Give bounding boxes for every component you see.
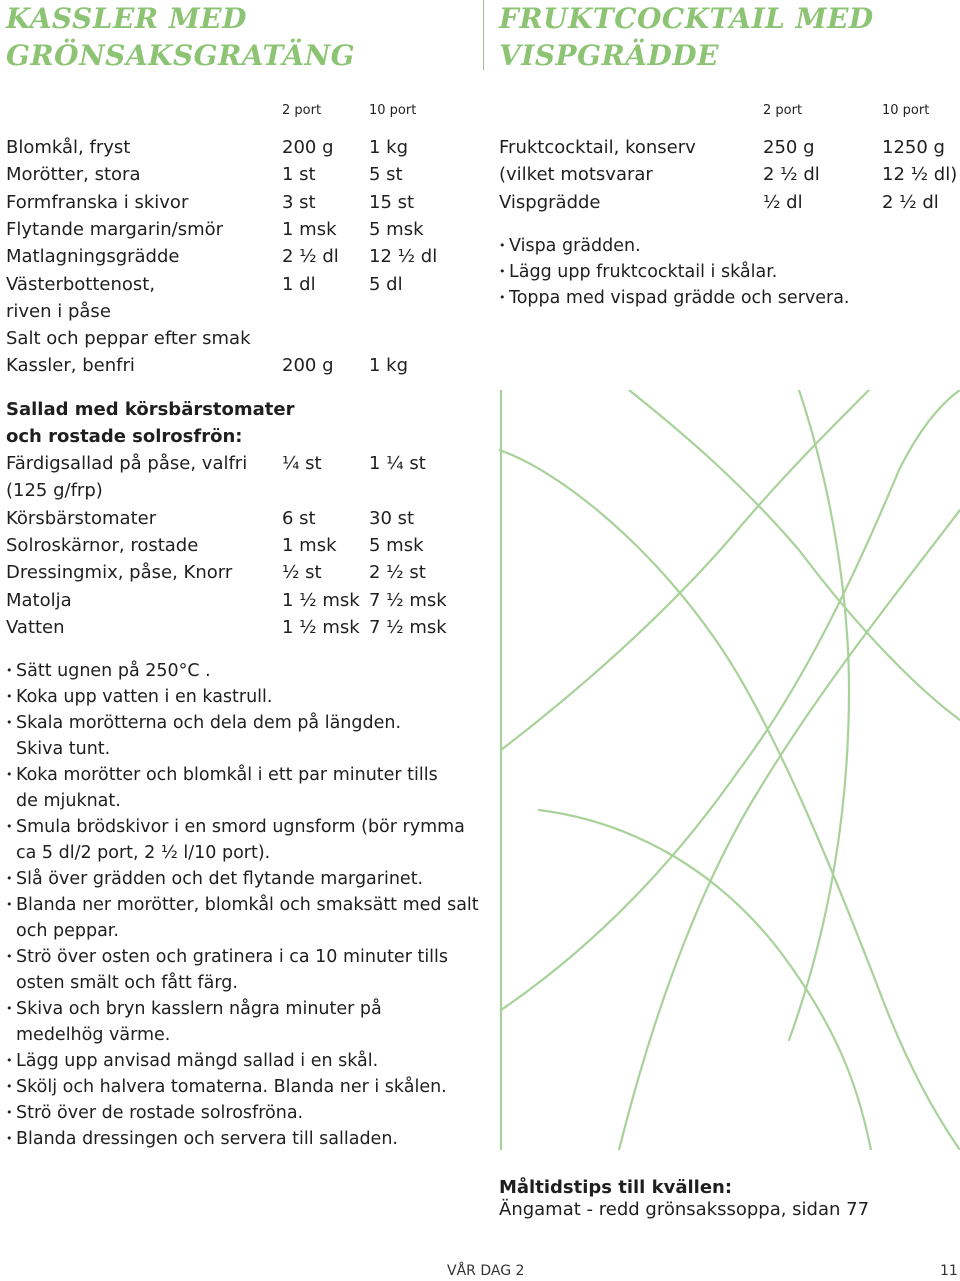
ingredient-name: riven i påse: [6, 300, 111, 322]
instruction-line: • Smula brödskivor i en smord ugnsform (bör rymma: [16, 817, 465, 837]
ingredient-name: Solroskärnor, rostade: [6, 534, 199, 556]
ingredient-name: (vilket motsvarar: [499, 164, 653, 186]
instruction-line: • Strö över osten och gratinera i ca 10 minuter tills: [16, 947, 449, 967]
instruction-line: • Toppa med vispad grädde och servera.: [509, 288, 850, 308]
amount-2-port: 1 msk: [282, 534, 337, 556]
subtitle-line: Sallad med körsbärstomater: [6, 399, 295, 420]
instruction-line: Skiva tunt.: [16, 739, 111, 759]
amount-2-port: 1 dl: [282, 273, 316, 295]
amount-2-port: 1 st: [282, 164, 316, 186]
instruction-line: och peppar.: [16, 921, 119, 941]
amount-2-port: 2 ½ dl: [282, 246, 339, 268]
instruction-step: [499, 233, 949, 259]
ingredient-name: Morötter, stora: [6, 164, 141, 186]
amount-10-port: 12 ½ dl: [369, 246, 438, 268]
instruction-line: medelhög värme.: [16, 1025, 171, 1045]
amount-2-port: 3 st: [282, 191, 316, 213]
line-art-stroke: [789, 390, 849, 1040]
title-line: GRÖNSAKSGRATÄNG: [6, 39, 356, 72]
ingredient-name: Vatten: [6, 616, 65, 638]
amount-2-port: 1 ½ msk: [282, 616, 360, 638]
amount-10-port: 30 st: [369, 507, 415, 529]
ingredient-name: Matlagningsgrädde: [6, 246, 180, 268]
subtitle-line: och rostade solrosfrön:: [6, 426, 243, 447]
amount-2-port: 250 g: [763, 137, 815, 158]
instruction-line: • Skölj och halvera tomaterna. Blanda ner i skålen.: [16, 1077, 447, 1097]
amount-2-port: 2 ½ dl: [763, 164, 820, 186]
ingredient-name: Matolja: [6, 589, 72, 611]
line-art-stroke: [619, 510, 960, 1150]
instruction-step: [6, 684, 481, 710]
ingredient-name: (125 g/frp): [6, 480, 103, 502]
line-art-stroke: [501, 390, 960, 1010]
meal-tips: [499, 1177, 869, 1221]
ingredient-name: Fruktcocktail, konserv: [499, 137, 696, 158]
instruction-step: [6, 1048, 481, 1074]
amount-2-port: ¼ st: [282, 453, 322, 474]
amount-2-port: 200 g: [282, 137, 334, 158]
ingredient-name: Vispgrädde: [499, 191, 601, 213]
instruction-line: de mjuknat.: [16, 791, 121, 811]
instruction-step: [6, 658, 481, 684]
instruction-step: [6, 1126, 481, 1152]
ingredient-name: Dressingmix, påse, Knorr: [6, 562, 233, 584]
instruction-step: [6, 1074, 481, 1100]
amount-10-port: 5 msk: [369, 218, 424, 240]
column-divider: [483, 0, 484, 70]
amount-10-port: 1250 g: [882, 137, 945, 158]
instruction-line: osten smält och fått färg.: [16, 973, 238, 993]
instruction-line: • Blanda ner morötter, blomkål och smaksätt med salt: [16, 895, 479, 915]
tips-text: Ängamat - redd grönsakssoppa, sidan 77: [499, 1199, 870, 1220]
header-2-port: 2 port: [282, 103, 322, 118]
amount-10-port: 7 ½ msk: [369, 589, 447, 611]
instruction-step: [499, 285, 949, 311]
amount-10-port: 1 kg: [369, 355, 409, 377]
ingredient-name: Färdigsallad på påse, valfri: [6, 453, 248, 474]
amount-10-port: 5 dl: [369, 273, 403, 295]
ingredient-name: Salt och peppar efter smak: [6, 328, 251, 350]
instruction-line: • Strö över de rostade solrosfröna.: [16, 1103, 304, 1123]
ingredient-name: Formfranska i skivor: [6, 191, 189, 213]
amount-10-port: 1 kg: [369, 137, 409, 158]
line-art-stroke: [629, 390, 960, 720]
instruction-step: [6, 1100, 481, 1126]
header-10-port: 10 port: [369, 103, 417, 118]
amount-10-port: 15 st: [369, 191, 415, 213]
instruction-line: • Vispa grädden.: [509, 236, 641, 256]
instruction-step: [6, 996, 481, 1048]
line-art-stroke: [539, 810, 871, 1150]
instructions-kassler: [6, 658, 481, 1152]
amount-2-port: 1 msk: [282, 218, 337, 240]
footer-section: VÅR DAG 2: [447, 1263, 525, 1279]
title-line: VISPGRÄDDE: [499, 39, 719, 72]
header-10-port: 10 port: [882, 103, 930, 118]
instruction-step: [6, 710, 481, 762]
title-line: FRUKTCOCKTAIL MED: [499, 2, 874, 35]
instructions-fruktcocktail: [499, 233, 949, 311]
header-2-port: 2 port: [763, 103, 803, 118]
amount-2-port: ½ st: [282, 562, 322, 584]
instruction-step: [499, 259, 949, 285]
instruction-line: • Slå över grädden och det flytande margarinet.: [16, 869, 424, 889]
ingredient-name: Flytande margarin/smör: [6, 218, 224, 240]
instruction-line: • Blanda dressingen och servera till salladen.: [16, 1129, 398, 1149]
instruction-line: • Koka morötter och blomkål i ett par minuter tills: [16, 765, 438, 785]
title-line: KASSLER MED: [6, 2, 247, 35]
instruction-step: [6, 892, 481, 944]
instruction-line: • Lägg upp fruktcocktail i skålar.: [509, 262, 778, 282]
instruction-line: ca 5 dl/2 port, 2 ½ l/10 port).: [16, 843, 271, 863]
instruction-line: • Koka upp vatten i en kastrull.: [16, 687, 273, 707]
decorative-line-art: [499, 390, 960, 1150]
instruction-step: [6, 944, 481, 996]
ingredient-name: Körsbärstomater: [6, 507, 157, 529]
amount-2-port: ½ dl: [763, 191, 803, 213]
amount-10-port: 2 ½ dl: [882, 191, 939, 213]
amount-10-port: 12 ½ dl): [882, 164, 958, 186]
salad-subtitle: [6, 396, 295, 450]
page-number: 11: [940, 1263, 958, 1279]
recipe-title-kassler: [6, 0, 355, 74]
amount-2-port: 1 ½ msk: [282, 589, 360, 611]
amount-10-port: 2 ½ st: [369, 562, 426, 584]
line-art-stroke: [499, 450, 960, 1150]
tips-title: Måltidstips till kvällen:: [499, 1177, 733, 1198]
recipe-title-fruktcocktail: [499, 0, 874, 74]
ingredient-name: Blomkål, fryst: [6, 137, 131, 158]
amount-10-port: 5 st: [369, 164, 403, 186]
amount-10-port: 5 msk: [369, 534, 424, 556]
ingredient-name: Västerbottenost,: [6, 273, 156, 295]
amount-2-port: 6 st: [282, 507, 316, 529]
instruction-line: • Sätt ugnen på 250°C .: [16, 661, 211, 681]
instruction-line: • Skiva och bryn kasslern några minuter på: [16, 999, 382, 1019]
instruction-step: [6, 866, 481, 892]
amount-2-port: 200 g: [282, 355, 334, 377]
ingredient-name: Kassler, benfri: [6, 355, 135, 377]
amount-10-port: 1 ¼ st: [369, 453, 426, 474]
instruction-line: • Lägg upp anvisad mängd sallad i en skål.: [16, 1051, 379, 1071]
instruction-line: • Skala morötterna och dela dem på längden.: [16, 713, 402, 733]
instruction-step: [6, 814, 481, 866]
instruction-step: [6, 762, 481, 814]
amount-10-port: 7 ½ msk: [369, 616, 447, 638]
